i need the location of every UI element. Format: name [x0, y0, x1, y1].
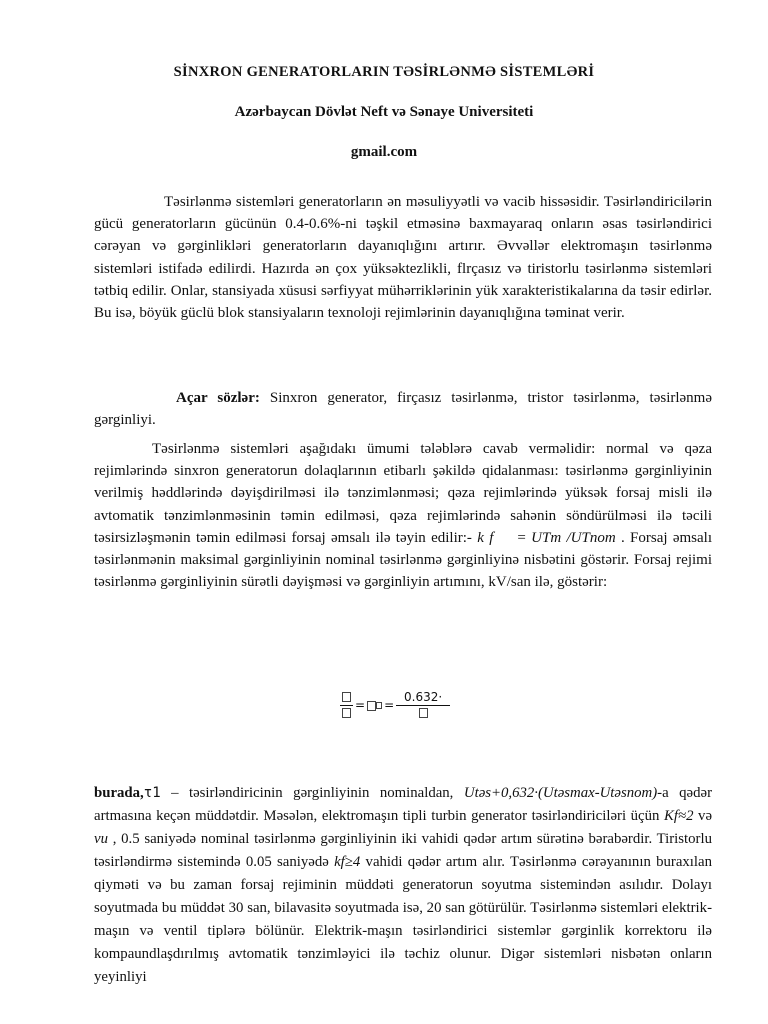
formula-placeholder-box	[419, 708, 428, 718]
formula-placeholder-box	[342, 692, 351, 702]
abstract-paragraph: Təsirlənmə sistemləri generatorların ən məsuliyyətli və vacib hissəsidir. Təsirləndiricilərin gücü generatorların gücünün 0.4-0.6%-ni təşkil etməsinə baxmayaraq onların əsas təsirləndirici cərəyan və gərginlikləri generatorların dayanıqlığını artırır. Əvvəllər elektromaşın təsirlənmə sistemləri istifadə edilirdi. Hazırda ən çox yüksəktezlikli, flrçasız və tiristorlu təsirlənmə sistemləri tətbiq edilir. Onlar, stansiyada xüsusi sərfiyyat mühərriklərinin yük xarakteristikalarına da təsir edirlər. Bu isə, böyük güclü blok stansiyaların texnoloji rejimlərinin dayanıqlığına təminat verir.	[94, 194, 712, 322]
kf-approx-symbol: Kf≈2	[663, 808, 694, 824]
formula-right-fraction	[396, 690, 450, 721]
keywords-text: Sinxron generator, firçasız təsirlənmə, tristor təsirlənmə, təsirlənmə gərginliyi.	[94, 390, 713, 429]
formula-equals-2: =	[384, 698, 395, 712]
paper-title: SİNXRON GENERATORLARIN TƏSİRLƏNMƏ SİSTEMLƏRİ	[173, 64, 595, 80]
formula-placeholder-box	[367, 701, 376, 711]
author-affiliation: Azərbaycan Dövlət Neft və Sənaye Universiteti	[234, 104, 534, 120]
tau-symbol: τ1	[143, 785, 161, 801]
vu-symbol: vu	[94, 831, 108, 847]
kf-equals: =	[517, 529, 526, 546]
keywords-label: Açar sözlər:	[176, 390, 260, 406]
keywords-paragraph	[94, 387, 712, 431]
author-email: gmail.com	[350, 144, 418, 160]
utnom-symbol: UTnom	[570, 529, 616, 546]
utm-symbol: UTm	[531, 529, 562, 546]
body-p2-a: burada,	[94, 785, 144, 801]
kf-min-symbol: kf≥4	[334, 854, 361, 870]
body-paragraph-1	[94, 438, 712, 593]
body-p2-d: və	[698, 808, 713, 824]
forsaj-formula	[340, 688, 450, 722]
body-p2-e: , 0.5 saniyədə nominal təsirlənmə gərginliyinin iki vahidi qədər artım sürətinə bərabərdir. Tiristorlu təsirləndirmə sistemində 0.05 saniyədə	[94, 831, 712, 870]
ratio-slash: /	[566, 529, 571, 546]
kf-symbol: k f	[477, 529, 494, 546]
formula-equals-1: =	[355, 698, 366, 712]
formula-left-fraction	[340, 690, 353, 721]
body-p1-start: Təsirlənmə sistemləri aşağıdakı ümumi tələblərə cavab verməlidir: normal və qəza rejimlərində sinxron generatorun dolaqlarının etibarlı şəkildə qidalanması: təsirlənmə gərginliyinin verilmiş həddlərində dəyişdirilməsi ilə tənzimlənməsi; qəza rejimlərində yüksək forsaj misli ilə avtomatik tənzimlənməsinin təmin edilməsi, qəza rejimlərində sahənin söndürülməsi ilə təcili təsirsizləşmənin təmin edilməsi forsaj əmsalı ilə təyin edilir:-	[94, 441, 712, 546]
body-p2-b: – təsirləndiricinin gərginliyinin nominaldan,	[160, 785, 454, 801]
voltage-expression: Utəs+0,632·(Utəsmax-Utəsnom)	[463, 785, 658, 801]
formula-numerator: 0.632·	[396, 690, 450, 706]
body-p2-c: -a qədər artmasına keçən müddətdir. Məsələn, elektromaşın tipli turbin generator təsirləndiriciləri üçün	[94, 785, 712, 824]
body-paragraph-2	[94, 782, 712, 989]
formula-subscript-box	[376, 702, 382, 709]
formula-placeholder-box	[342, 708, 351, 718]
body-p1-end: . Forsaj əmsalı təsirlənmənin maksimal gərginliyinin nominal təsirlənmə gərginliyinə nisbətini göstərir. Forsaj rejimi təsirlənmə gərginliyinin sürətli dəyişməsi və gərginliyin artımını, kV/san ilə, göstərir:	[94, 529, 713, 591]
body-p2-f: vahidi qədər artım alır. Təsirlənmə cərəyanının buraxılan qiyməti və bu zaman forsaj rejiminin müddəti generatorun soyutma sistemindən asılıdır. Dolayı soyutmada bu müddət 30 san, bilavasitə soyutmada isə, 20 san götürülür. Təsirlənmə sistemləri elektrik- maşın və ventil tiplərə bölünür. Elektrik-maşın təsirləndirici sistemlər gərginlik korrektoru ilə kompaundlaşdırılmış avtomatik tənzimləyici ilə təchiz olunur. Digər sistemləri nisbətən onların yeyinliyi	[94, 854, 712, 985]
